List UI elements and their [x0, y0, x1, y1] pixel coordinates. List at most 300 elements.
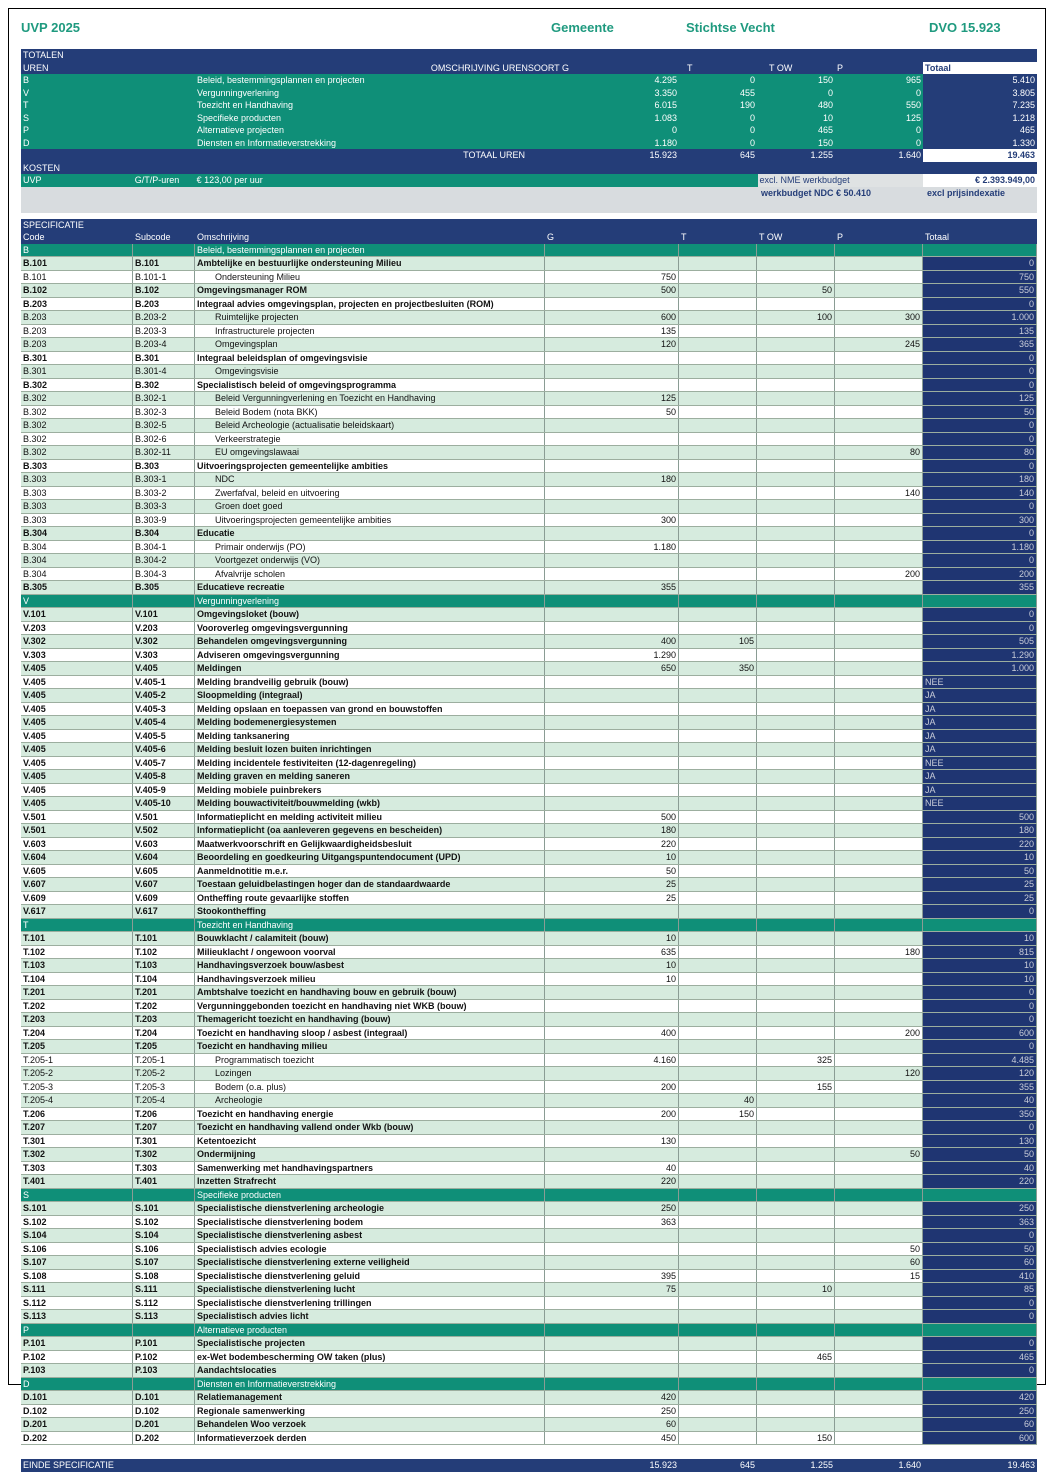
- spec-subcode: B.302-1: [133, 392, 195, 405]
- totalen-desc: Diensten en Informatieverstrekking: [197, 137, 337, 148]
- spec-p: [835, 905, 923, 918]
- spec-section-row: [21, 244, 1037, 258]
- spec-totaal: 0: [923, 986, 1037, 999]
- spec-g: [545, 703, 679, 716]
- totalen-tot: 1.330: [923, 137, 1037, 150]
- spec-p: 50: [835, 1148, 923, 1161]
- spec-tow: [757, 1067, 835, 1080]
- spec-g: 4.160: [545, 1054, 679, 1067]
- spec-p: [835, 892, 923, 905]
- spec-p: [835, 500, 923, 513]
- spec-g: [545, 730, 679, 743]
- spec-totaal: 0: [923, 622, 1037, 635]
- totalen-tow: 465: [817, 125, 833, 135]
- spec-code: P.103: [21, 1364, 133, 1377]
- spec-tow: [757, 770, 835, 783]
- spec-tow: [757, 365, 835, 378]
- spec-g: 10: [545, 973, 679, 986]
- spec-code: S.112: [21, 1297, 133, 1310]
- spec-t: [679, 757, 757, 770]
- spec-omschrijving: Melding mobiele puinbrekers: [195, 784, 545, 797]
- spec-p: [835, 1364, 923, 1377]
- spec-t: [679, 730, 757, 743]
- spec-code: B.302: [21, 406, 133, 419]
- spec-tow: [757, 1418, 835, 1431]
- spec-t: [679, 1135, 757, 1148]
- spec-t: [679, 568, 757, 581]
- spec-subcode: V.405-1: [133, 676, 195, 689]
- spec-omschrijving: Toezicht en handhaving sloop / asbest (integraal): [195, 1027, 545, 1040]
- spec-p: [835, 257, 923, 270]
- spec-p: [835, 271, 923, 284]
- spec-tow: [757, 608, 835, 621]
- spec-p: [835, 730, 923, 743]
- spec-code: T.205-1: [21, 1054, 133, 1067]
- spec-omschrijving: Integraal advies omgevingsplan, projecten en projectbesluiten (ROM): [195, 298, 545, 311]
- spec-row: [21, 581, 1037, 595]
- spec-g: 363: [545, 1216, 679, 1229]
- spec-totaal: 500: [923, 811, 1037, 824]
- spec-p: [835, 986, 923, 999]
- spec-end-row: [21, 1459, 1037, 1472]
- spec-subcode: V.605: [133, 865, 195, 878]
- spec-subcode: D.101: [133, 1391, 195, 1404]
- spec-subcode: T.205: [133, 1040, 195, 1053]
- spec-code: S.106: [21, 1243, 133, 1256]
- spec-subcode: V.303: [133, 649, 195, 662]
- spec-subcode: S.112: [133, 1297, 195, 1310]
- spec-t: [679, 905, 757, 918]
- spec-row: [21, 365, 1037, 379]
- spec-subcode: V.405-2: [133, 689, 195, 702]
- spec-t: [679, 1229, 757, 1242]
- spec-totaal: 355: [923, 581, 1037, 594]
- spec-omschrijving: Beleid Archeologie (actualisatie beleidskaart): [195, 419, 545, 432]
- spec-row: [21, 1243, 1037, 1257]
- spec-omschrijving: Samenwerking met handhavingspartners: [195, 1162, 545, 1175]
- spec-totaal: 0: [923, 554, 1037, 567]
- spec-section-code: T: [21, 919, 133, 932]
- spec-totaal: JA: [923, 703, 1037, 716]
- spec-p: 140: [835, 487, 923, 500]
- spec-p: [835, 1351, 923, 1364]
- spec-row: [21, 973, 1037, 987]
- spec-subcode: B.304: [133, 527, 195, 540]
- spec-t: [679, 1364, 757, 1377]
- spec-code: V.405: [21, 689, 133, 702]
- spec-subcode: V.604: [133, 851, 195, 864]
- spec-subcode: P.103: [133, 1364, 195, 1377]
- spec-g: 750: [545, 271, 679, 284]
- spec-tow: [757, 635, 835, 648]
- spec-omschrijving: Behandelen Woo verzoek: [195, 1418, 545, 1431]
- spec-row: [21, 757, 1037, 771]
- kosten-amount: € 2.393.949,00: [923, 174, 1037, 187]
- spec-totaal: 550: [923, 284, 1037, 297]
- spec-tow: [757, 527, 835, 540]
- spec-omschrijving: Toezicht en handhaving vallend onder Wkb (bouw): [195, 1121, 545, 1134]
- spec-tow: [757, 1337, 835, 1350]
- spec-omschrijving: Themagericht toezicht en handhaving (bouw): [195, 1013, 545, 1026]
- spec-tow: [757, 838, 835, 851]
- spec-subcode: B.303: [133, 460, 195, 473]
- spec-row: [21, 811, 1037, 825]
- header-gemeente: Gemeente: [551, 20, 614, 35]
- spec-section-title: Beleid, bestemmingsplannen en projecten: [195, 244, 545, 257]
- spec-subcode: T.203: [133, 1013, 195, 1026]
- spec-p: [835, 514, 923, 527]
- spec-tow: [757, 1364, 835, 1377]
- spec-p: [835, 1216, 923, 1229]
- spec-totaal: 250: [923, 1405, 1037, 1418]
- spec-t: [679, 392, 757, 405]
- spec-row: [21, 379, 1037, 393]
- spec-p: 15: [835, 1270, 923, 1283]
- spec-t: [679, 1162, 757, 1175]
- spec-tow: [757, 487, 835, 500]
- spec-p: [835, 406, 923, 419]
- spec-g: 400: [545, 1027, 679, 1040]
- spec-subcode: S.113: [133, 1310, 195, 1323]
- document-page: [8, 8, 1046, 1470]
- spec-table: [21, 244, 1037, 1446]
- spec-t: [679, 473, 757, 486]
- spec-empty: [923, 1324, 1037, 1337]
- spec-t: [679, 851, 757, 864]
- spec-totaal: 0: [923, 1121, 1037, 1134]
- spec-code: B.303: [21, 473, 133, 486]
- spec-code: B.203: [21, 338, 133, 351]
- spec-t: [679, 365, 757, 378]
- spec-p: [835, 1081, 923, 1094]
- spec-totaal: 0: [923, 379, 1037, 392]
- totalen-desc: Beleid, bestemmingsplannen en projecten: [197, 75, 365, 85]
- spec-omschrijving: Specialistisch beleid of omgevingsprogramma: [195, 379, 545, 392]
- spec-row: [21, 406, 1037, 420]
- spec-tow: [757, 757, 835, 770]
- spec-code: B.203: [21, 311, 133, 324]
- spec-t: [679, 838, 757, 851]
- spec-code: B.102: [21, 284, 133, 297]
- spec-code: V.609: [21, 892, 133, 905]
- spec-t: [679, 352, 757, 365]
- spec-subcode: B.203: [133, 298, 195, 311]
- spec-p: [835, 473, 923, 486]
- spec-p: [835, 689, 923, 702]
- spec-totaal: 60: [923, 1418, 1037, 1431]
- spec-omschrijving: Ambtelijke en bestuurlijke ondersteuning Milieu: [195, 257, 545, 270]
- spec-row: [21, 311, 1037, 325]
- totalen-empty: [133, 112, 195, 125]
- spec-t: [679, 932, 757, 945]
- spec-p: [835, 797, 923, 810]
- spec-subcode: B.304-1: [133, 541, 195, 554]
- spec-t: [679, 1310, 757, 1323]
- spec-row: [21, 878, 1037, 892]
- spec-totaal: 50: [923, 1148, 1037, 1161]
- spec-subcode: B.303-9: [133, 514, 195, 527]
- spec-row: [21, 352, 1037, 366]
- spec-code: V.405: [21, 716, 133, 729]
- spec-totaal: 85: [923, 1283, 1037, 1296]
- spec-g: [545, 608, 679, 621]
- spec-p: [835, 1418, 923, 1431]
- spec-tow: [757, 1040, 835, 1053]
- spec-code: V.617: [21, 905, 133, 918]
- spec-p: [835, 1202, 923, 1215]
- spec-p: [835, 784, 923, 797]
- spec-code: V.405: [21, 757, 133, 770]
- spec-empty: [757, 1378, 835, 1391]
- spec-p: [835, 1432, 923, 1445]
- spec-totaal: 140: [923, 487, 1037, 500]
- spec-totaal: NEE: [923, 797, 1037, 810]
- spec-p: [835, 1229, 923, 1242]
- spec-t: [679, 1175, 757, 1188]
- spec-tow: [757, 1216, 835, 1229]
- spec-omschrijving: Vooroverleg omgevingsvergunning: [195, 622, 545, 635]
- spec-p: 200: [835, 568, 923, 581]
- spec-subcode: T.301: [133, 1135, 195, 1148]
- spec-totaal: 50: [923, 865, 1037, 878]
- totalen-code: D: [23, 137, 30, 148]
- spec-totaal: 1.290: [923, 649, 1037, 662]
- spec-row: [21, 1054, 1037, 1068]
- spec-totaal: JA: [923, 730, 1037, 743]
- spec-code: B.301: [21, 365, 133, 378]
- spec-t: [679, 622, 757, 635]
- spec-t: [679, 527, 757, 540]
- spec-totaal: 4.485: [923, 1054, 1037, 1067]
- spec-totaal: 363: [923, 1216, 1037, 1229]
- spec-h-g: G: [547, 232, 555, 242]
- spec-t: [679, 1040, 757, 1053]
- spec-code: T.202: [21, 1000, 133, 1013]
- spec-totaal: 10: [923, 932, 1037, 945]
- spec-row: [21, 797, 1037, 811]
- spec-tow: 10: [757, 1283, 835, 1296]
- spec-tow: 150: [757, 1432, 835, 1445]
- spec-empty: [133, 1324, 195, 1337]
- spec-code: V.405: [21, 784, 133, 797]
- spec-t: 150: [679, 1108, 757, 1121]
- spec-tow: [757, 1243, 835, 1256]
- spec-code: S.107: [21, 1256, 133, 1269]
- spec-tow: [757, 446, 835, 459]
- spec-tow: [757, 1270, 835, 1283]
- spec-code: S.101: [21, 1202, 133, 1215]
- spec-row: [21, 568, 1037, 582]
- totalen-tot: 7.235: [923, 99, 1037, 112]
- uren-label: UREN: [23, 62, 49, 73]
- spec-code: T.103: [21, 959, 133, 972]
- spec-g: 200: [545, 1108, 679, 1121]
- spec-subcode: T.207: [133, 1121, 195, 1134]
- totalen-tot: 1.218: [923, 112, 1037, 125]
- spec-t: [679, 716, 757, 729]
- spec-code: S.111: [21, 1283, 133, 1296]
- spec-g: [545, 419, 679, 432]
- spec-row: [21, 689, 1037, 703]
- spec-t: [679, 1202, 757, 1215]
- spec-p: [835, 973, 923, 986]
- spec-omschrijving: Integraal beleidsplan of omgevingsvisie: [195, 352, 545, 365]
- spec-code: D.202: [21, 1432, 133, 1445]
- totalen-rows: [21, 74, 1037, 149]
- spec-tow: [757, 892, 835, 905]
- spec-g: [545, 1229, 679, 1242]
- spec-g: [545, 1121, 679, 1134]
- spec-p: [835, 838, 923, 851]
- spec-g: [545, 487, 679, 500]
- spec-row: [21, 1040, 1037, 1054]
- spec-g: [545, 757, 679, 770]
- spec-omschrijving: Ruimtelijke projecten: [195, 311, 545, 324]
- spec-p: [835, 527, 923, 540]
- spec-subcode: T.303: [133, 1162, 195, 1175]
- spec-code: V.501: [21, 811, 133, 824]
- spec-g: [545, 716, 679, 729]
- spec-totaal: 600: [923, 1027, 1037, 1040]
- totalen-t: 0: [749, 75, 755, 85]
- totalen-total-row: [21, 149, 1037, 162]
- spec-totaal: JA: [923, 784, 1037, 797]
- spec-totaal: 220: [923, 838, 1037, 851]
- spec-t: [679, 865, 757, 878]
- spec-code: B.302: [21, 446, 133, 459]
- spec-p: [835, 581, 923, 594]
- totalen-tow: 480: [817, 100, 833, 110]
- spec-row: [21, 622, 1037, 636]
- spec-subcode: T.204: [133, 1027, 195, 1040]
- spec-code: S.104: [21, 1229, 133, 1242]
- spec-omschrijving: Omgevingsvisie: [195, 365, 545, 378]
- spec-code: T.104: [21, 973, 133, 986]
- spec-section-row: [21, 1189, 1037, 1203]
- spec-end-t: 645: [739, 1460, 755, 1470]
- spec-totaal: 25: [923, 878, 1037, 891]
- totalen-row: [21, 87, 1037, 100]
- spec-omschrijving: Zwerfafval, beleid en uitvoering: [195, 487, 545, 500]
- spec-end-tow: 1.255: [810, 1460, 833, 1470]
- spec-p: [835, 1175, 923, 1188]
- spec-row: [21, 1432, 1037, 1446]
- spec-row: [21, 770, 1037, 784]
- spec-empty: [835, 1189, 923, 1202]
- spec-tow: [757, 1135, 835, 1148]
- spec-t: [679, 487, 757, 500]
- spec-omschrijving: Informatieplicht en melding activiteit milieu: [195, 811, 545, 824]
- spec-g: [545, 1364, 679, 1377]
- spec-omschrijving: ex-Wet bodembescherming OW taken (plus): [195, 1351, 545, 1364]
- spec-omschrijving: Ondersteuning Milieu: [195, 271, 545, 284]
- spec-omschrijving: Vergunninggebonden toezicht en handhaving niet WKB (bouw): [195, 1000, 545, 1013]
- spec-omschrijving: Handhavingsverzoek bouw/asbest: [195, 959, 545, 972]
- spec-p: [835, 676, 923, 689]
- spec-totaal: 0: [923, 298, 1037, 311]
- spec-p: [835, 649, 923, 662]
- spec-totaal: 0: [923, 1040, 1037, 1053]
- spec-p: 300: [835, 311, 923, 324]
- spec-code: T.301: [21, 1135, 133, 1148]
- spec-code: B.304: [21, 541, 133, 554]
- spec-empty: [133, 595, 195, 608]
- spec-omschrijving: Specialistische dienstverlening asbest: [195, 1229, 545, 1242]
- spec-totaal: JA: [923, 716, 1037, 729]
- totalen-col-p: P: [837, 62, 844, 73]
- spec-subcode: V.405-8: [133, 770, 195, 783]
- spec-g: [545, 568, 679, 581]
- spec-tow: [757, 973, 835, 986]
- spec-empty: [545, 1324, 679, 1337]
- spec-row: [21, 1270, 1037, 1284]
- spec-totaal: 0: [923, 527, 1037, 540]
- spec-tow: 155: [757, 1081, 835, 1094]
- spec-empty: [923, 1378, 1037, 1391]
- spec-p: [835, 419, 923, 432]
- spec-g: [545, 554, 679, 567]
- totalen-tow: 150: [817, 137, 833, 148]
- spec-tow: [757, 851, 835, 864]
- spec-omschrijving: Melding incidentele festiviteiten (12-dagenregeling): [195, 757, 545, 770]
- spec-omschrijving: Milieuklacht / ongewoon voorval: [195, 946, 545, 959]
- spec-subcode: B.203-2: [133, 311, 195, 324]
- spec-empty: [679, 1378, 757, 1391]
- spec-row: [21, 649, 1037, 663]
- spec-code: T.205-3: [21, 1081, 133, 1094]
- spec-code: B.305: [21, 581, 133, 594]
- totalen-p: 0: [915, 87, 921, 98]
- spec-totaal: 0: [923, 460, 1037, 473]
- spec-omschrijving: Beleid Bodem (nota BKK): [195, 406, 545, 419]
- spec-tow: [757, 433, 835, 446]
- spec-empty: [133, 1378, 195, 1391]
- spec-omschrijving: Archeologie: [195, 1094, 545, 1107]
- kosten-gtp: G/T/P-uren: [134, 175, 180, 185]
- spec-tow: [757, 730, 835, 743]
- spec-code: D.102: [21, 1405, 133, 1418]
- spec-code: T.102: [21, 946, 133, 959]
- totalen-row: [21, 74, 1037, 87]
- spec-tow: [757, 1310, 835, 1323]
- spec-tow: [757, 473, 835, 486]
- spec-subcode: V.405: [133, 662, 195, 675]
- spec-subcode: T.302: [133, 1148, 195, 1161]
- spec-omschrijving: Specialistische dienstverlening geluid: [195, 1270, 545, 1283]
- spec-omschrijving: Melding opslaan en toepassen van grond en bouwstoffen: [195, 703, 545, 716]
- spec-totaal: 300: [923, 514, 1037, 527]
- spec-code: T.206: [21, 1108, 133, 1121]
- spec-t: [679, 271, 757, 284]
- spec-t: 105: [679, 635, 757, 648]
- spec-tow: [757, 1027, 835, 1040]
- spec-g: 125: [545, 392, 679, 405]
- spec-g: 10: [545, 959, 679, 972]
- spec-omschrijving: Melding brandveilig gebruik (bouw): [195, 676, 545, 689]
- spec-code: V.405: [21, 703, 133, 716]
- spec-totaal: 130: [923, 1135, 1037, 1148]
- spec-code: T.101: [21, 932, 133, 945]
- spec-g: 450: [545, 1432, 679, 1445]
- spec-t: [679, 1432, 757, 1445]
- spec-row: [21, 527, 1037, 541]
- kosten-ndc: werkbudget NDC € 50.410: [761, 187, 872, 198]
- spec-omschrijving: Bodem (o.a. plus): [195, 1081, 545, 1094]
- spec-p: 200: [835, 1027, 923, 1040]
- spec-section-row: [21, 595, 1037, 609]
- totalen-desc: Vergunningverlening: [197, 87, 280, 98]
- spec-code: B.302: [21, 433, 133, 446]
